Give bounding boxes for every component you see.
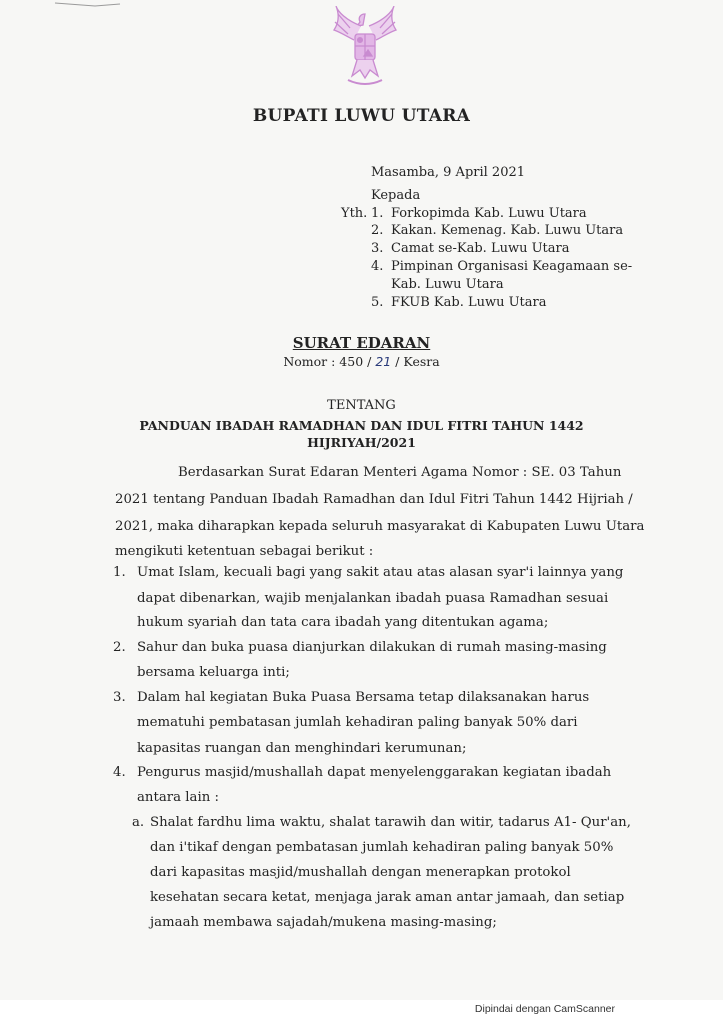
item-line: kapasitas ruangan dan menghindari kerumunan; — [137, 741, 467, 756]
subitem-line: dari kapasitas masjid/mushallah dengan menerapkan protokol — [150, 865, 571, 880]
recipient-number: 4. — [371, 259, 384, 274]
item-number: 4. — [113, 765, 126, 780]
recipient-item: FKUB Kab. Luwu Utara — [391, 295, 547, 310]
recipient-item: Pimpinan Organisasi Keagamaan se- — [391, 259, 633, 274]
intro-line: 2021 tentang Panduan Ibadah Ramadhan dan Idul Fitri Tahun 1442 Hijriah / — [115, 492, 633, 507]
circular-number — [0, 354, 723, 369]
scanner-watermark: Dipindai dengan CamScanner — [474, 1003, 615, 1015]
item-line: hukum syariah dan tata cara ibadah yang ditentukan agama; — [137, 615, 549, 630]
recipient-number: 3. — [371, 241, 384, 256]
number-prefix: Nomor : 450 / — [283, 354, 372, 369]
recipient-number: 5. — [371, 295, 384, 310]
item-line: bersama keluarga inti; — [137, 665, 290, 680]
subitem-line: jamaah membawa sajadah/mukena masing-masing; — [150, 915, 497, 930]
item-line: Umat Islam, kecuali bagi yang sakit atau atas alasan syar'i lainnya yang — [137, 565, 624, 580]
intro-line: Berdasarkan Surat Edaran Menteri Agama Nomor : SE. 03 Tahun — [178, 465, 622, 480]
addressee-label: Kepada — [371, 188, 421, 203]
subject-line: HIJRIYAH/2021 — [307, 435, 416, 450]
handwritten-number: 21 — [375, 354, 392, 369]
about-label: TENTANG — [327, 398, 396, 413]
item-line: antara lain : — [137, 790, 219, 805]
recipient-number: 2. — [371, 223, 384, 238]
item-line: Pengurus masjid/mushallah dapat menyelenggarakan kegiatan ibadah — [137, 765, 612, 780]
item-number: 2. — [113, 640, 126, 655]
recipient-number: 1. — [371, 206, 384, 221]
subject-line: PANDUAN IBADAH RAMADHAN DAN IDUL FITRI TAHUN 1442 — [139, 418, 584, 433]
letter-date: Masamba, 9 April 2021 — [371, 165, 526, 180]
item-number: 3. — [113, 690, 126, 705]
item-line: mematuhi pembatasan jumlah kehadiran paling banyak 50% dari — [137, 715, 578, 730]
number-suffix: / Kesra — [395, 354, 440, 369]
issuer-title: BUPATI LUWU UTARA — [252, 106, 471, 126]
item-number: 1. — [113, 565, 126, 580]
subitem-line: Shalat fardhu lima waktu, shalat tarawih dan witir, tadarus A1- Qur'an, — [150, 815, 631, 830]
subitem-line: kesehatan secara ketat, menjaga jarak aman antar jamaah, dan setiap — [150, 890, 625, 905]
intro-line: mengikuti ketentuan sebagai berikut : — [115, 544, 374, 559]
item-line: Sahur dan buka puasa dianjurkan dilakukan di rumah masing-masing — [137, 640, 607, 655]
item-line: Dalam hal kegiatan Buka Puasa Bersama tetap dilaksanakan harus — [137, 690, 590, 705]
recipient-item-continued: Kab. Luwu Utara — [391, 277, 504, 292]
scan-edge-mark — [0, 0, 140, 14]
yth-label: Yth. — [341, 206, 368, 221]
subitem-letter: a. — [132, 815, 145, 830]
circular-title: SURAT EDARAN — [292, 334, 431, 352]
recipient-item: Camat se-Kab. Luwu Utara — [391, 241, 570, 256]
intro-line: 2021, maka diharapkan kepada seluruh masyarakat di Kabupaten Luwu Utara — [115, 519, 645, 534]
item-line: dapat dibenarkan, wajib menjalankan ibadah puasa Ramadhan sesuai — [137, 591, 609, 606]
recipient-item: Forkopimda Kab. Luwu Utara — [391, 206, 587, 221]
subitem-line: dan i'tikaf dengan pembatasan jumlah kehadiran paling banyak 50% — [150, 840, 614, 855]
garuda-emblem-icon — [330, 6, 400, 88]
recipient-item: Kakan. Kemenag. Kab. Luwu Utara — [391, 223, 624, 238]
